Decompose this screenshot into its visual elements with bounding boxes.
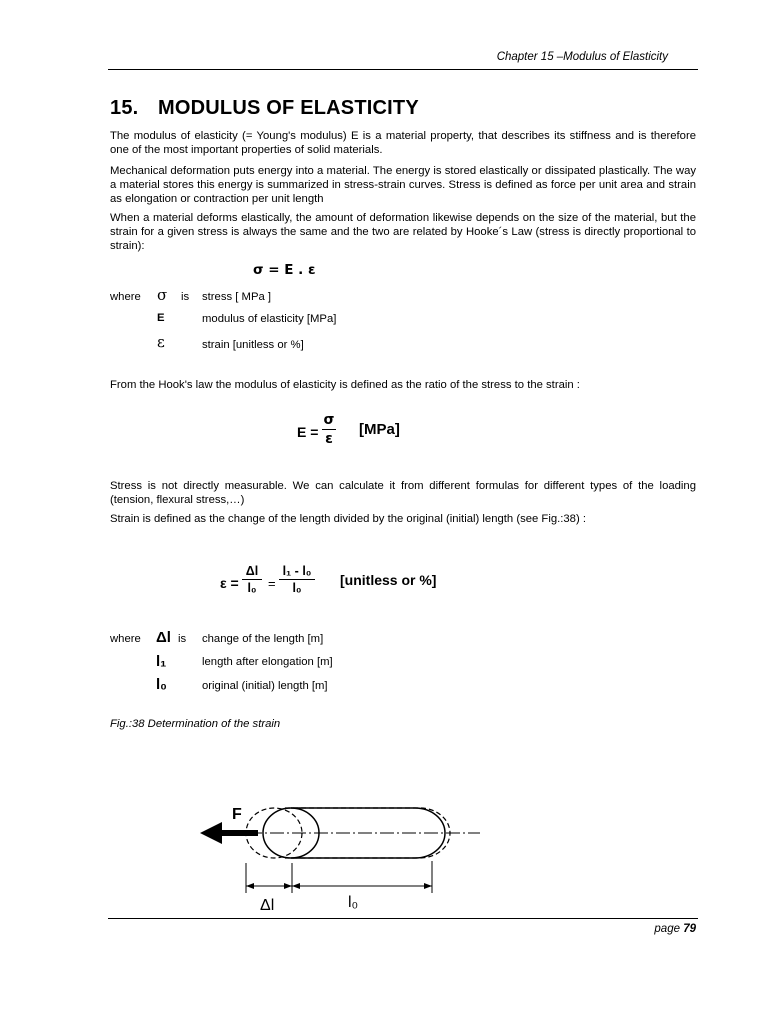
strain-def-desc-original: original (initial) length [m]: [202, 680, 328, 692]
force-arrowhead: [200, 822, 222, 844]
modulus-eq-lhs: E =: [297, 424, 319, 440]
strain-def-is: is: [178, 633, 187, 645]
modulus-denominator: ε: [325, 431, 333, 447]
modulus-unit: [MPa]: [359, 421, 400, 438]
paragraph-stress: Stress is not directly measurable. We can calculate it from different formulas for different types of the loading (tension, flexural stress,…): [110, 480, 696, 507]
strain-def-symbol-l1: l₁: [156, 653, 167, 670]
modulus-numerator: σ: [323, 412, 335, 428]
def-symbol-e: E: [157, 312, 165, 324]
strain-def-lead-where: where: [110, 633, 141, 645]
modulus-fraction: [322, 412, 336, 447]
strain-def-desc-change: change of the length [m]: [202, 633, 324, 645]
paragraph-intro: The modulus of elasticity (= Young's modulus) E is a material property, that describes its stiffness and is therefore one of the most important properties of solid materials.: [110, 130, 696, 157]
strain-fraction-1: [242, 564, 262, 595]
paragraph-ratio: From the Hook's law the modulus of elasticity is defined as the ratio of the stress to the strain :: [110, 379, 580, 391]
def-desc-strain: strain [unitless or %]: [202, 339, 304, 351]
def-lead-where: where: [110, 291, 141, 303]
chapter-heading: MODULUS OF ELASTICITY: [158, 97, 419, 119]
page-number-value: 79: [683, 923, 696, 935]
header-rule: [108, 69, 698, 70]
dim-arrow: [246, 883, 254, 889]
strain-numerator-2: l₁ - l₀: [282, 564, 312, 578]
strain-eq-equals: =: [268, 576, 276, 591]
strain-figure: [190, 795, 490, 915]
strain-fraction-2: [279, 564, 315, 595]
def-desc-stress: stress [ MPa ]: [202, 291, 272, 303]
strain-def-desc-after: length after elongation [m]: [202, 656, 333, 668]
l0-label: l₀: [348, 894, 359, 911]
paragraph-strain: Strain is defined as the change of the length divided by the original (initial) length (see Fig.:38) :: [110, 513, 587, 525]
chapter-title: [110, 97, 419, 120]
delta-l-label: Δl: [260, 897, 275, 914]
fraction-bar: [242, 579, 262, 580]
footer-rule: [108, 918, 698, 919]
dim-arrow: [284, 883, 292, 889]
def-is: is: [181, 291, 190, 303]
page-label: page: [654, 923, 680, 935]
dim-arrow: [424, 883, 432, 889]
fraction-bar: [279, 579, 315, 580]
strain-def-symbol-l0: l₀: [156, 676, 167, 693]
chapter-number: 15.: [110, 97, 139, 119]
def-symbol-sigma: σ: [157, 286, 168, 304]
def-symbol-epsilon: ε: [157, 333, 165, 351]
strain-numerator-1: Δl: [245, 564, 259, 578]
hooke-equation: σ = E . ε: [253, 262, 316, 278]
fraction-bar: [322, 429, 336, 430]
strain-unit: [unitless or %]: [340, 572, 437, 588]
paragraph-deformation: Mechanical deformation puts energy into a material. The energy is stored elastically or dissipated plastically. The way a material stores this energy is summarized in stress-strain curves. Stress is defined as force per unit area and strain as elongation or contraction per unit length: [110, 165, 696, 206]
figure-caption: Fig.:38 Determination of the strain: [110, 718, 281, 730]
def-desc-modulus: modulus of elasticity [MPa]: [202, 313, 337, 325]
strain-def-symbol-delta-l: Δl: [156, 629, 171, 646]
strain-eq-lhs: ε =: [220, 575, 239, 591]
running-header: Chapter 15 –Modulus of Elasticity: [496, 51, 668, 63]
dim-arrow: [292, 883, 300, 889]
paragraph-hooke: When a material deforms elastically, the amount of deformation likewise depends on the size of the material, but the strain for a given stress is always the same and the two are related by Hooke´s Law (stress is directly proportional to strain):: [110, 212, 696, 253]
strain-denominator-1: l₀: [247, 581, 257, 595]
force-label: F: [232, 806, 242, 823]
page-number: [500, 923, 696, 935]
strain-denominator-2: l₀: [292, 581, 302, 595]
